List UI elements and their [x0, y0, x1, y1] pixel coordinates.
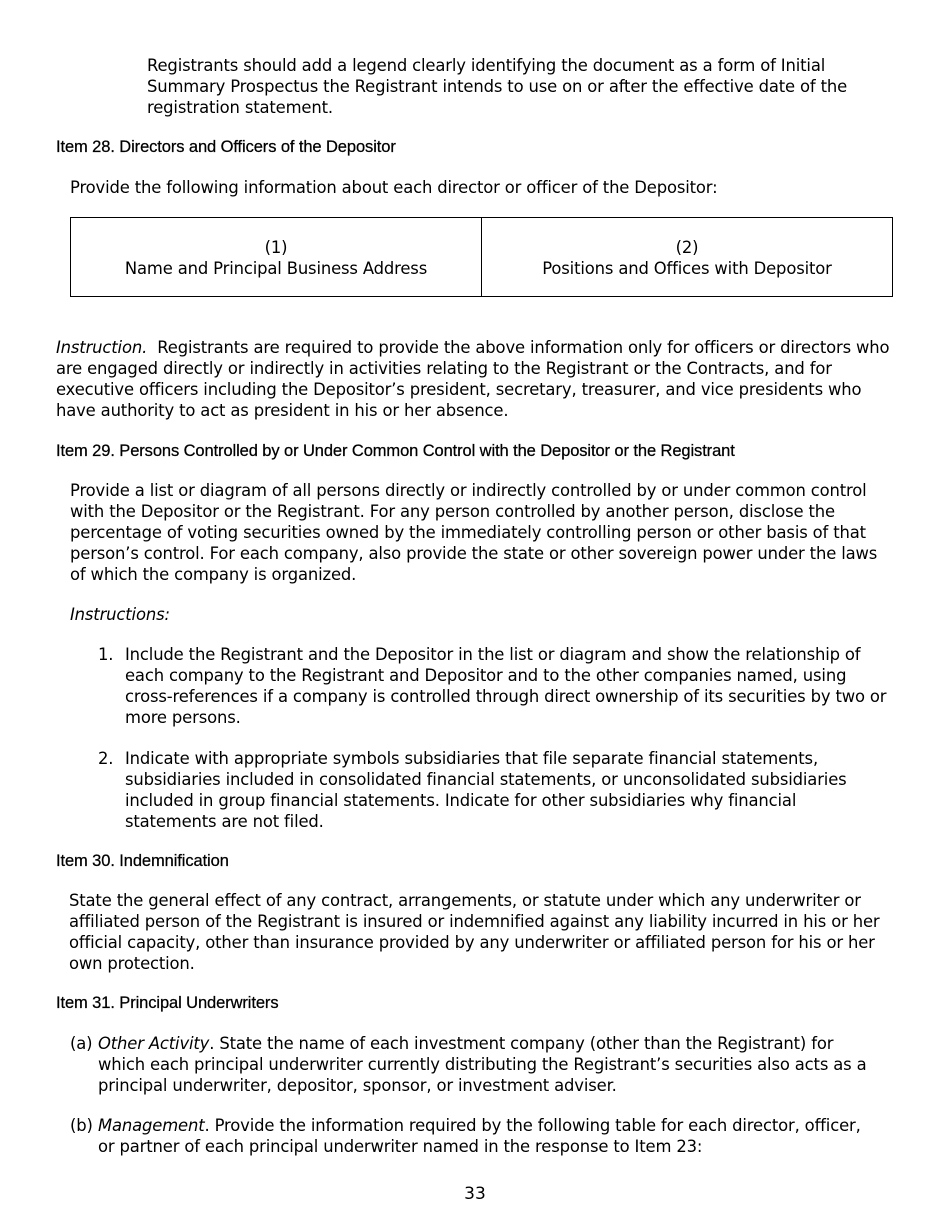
list-text: Other Activity. State the name of each investment company (other than the Registrant) for which each principal underwriter currently distributing the Registrant’s securities also acts as a principal underwriter, depositor, sponsor, or investment adviser.	[98, 1034, 867, 1095]
item-31-heading: Item 31. Principal Underwriters	[56, 994, 279, 1012]
column-label: Name and Principal Business Address	[124, 259, 428, 278]
list-marker: 2.	[98, 749, 114, 768]
item-28-lead: Provide the following information about each director or officer of the Depositor:	[70, 178, 718, 197]
item-28-heading: Item 28. Directors and Officers of the Depositor	[56, 138, 396, 156]
column-label: Positions and Offices with Depositor	[542, 259, 832, 278]
list-item	[98, 748, 898, 832]
list-item	[70, 1033, 890, 1097]
list-marker: (a)	[70, 1034, 93, 1053]
instruction-label: Instruction.	[56, 338, 148, 357]
directors-officers-table	[70, 217, 893, 297]
table-column-2	[481, 218, 892, 296]
list-text: Management. Provide the information required by the following table for each director, officer, or partner of each principal underwriter named in the response to Item 23:	[98, 1116, 861, 1156]
item-30-heading: Item 30. Indemnification	[56, 852, 229, 870]
list-text: Include the Registrant and the Depositor in the list or diagram and show the relationship of each company to the Registrant and Depositor and to the other companies named, using cross-references if a company is controlled through direct ownership of its securities by two or more persons.	[125, 645, 887, 727]
item-29-instructions-label: Instructions:	[70, 605, 170, 624]
intro-paragraph: Registrants should add a legend clearly identifying the document as a form of Initial Summary Prospectus the Registrant intends to use on or after the effective date of the registration statement.	[147, 56, 848, 117]
item-label: Other Activity	[98, 1034, 210, 1053]
item-label: Management	[98, 1116, 205, 1135]
list-marker: 1.	[98, 645, 114, 664]
item-28-instruction	[56, 337, 898, 421]
item-30-text: State the general effect of any contract, arrangements, or statute under which any underwriter or affiliated person of the Registrant is insured or indemnified against any liability incurred in his or her official capacity, other than insurance provided by any underwriter or affiliated person for his or her own protection.	[69, 891, 880, 973]
list-item	[70, 1115, 890, 1159]
list-marker: (b)	[70, 1116, 93, 1135]
table-column-1	[71, 218, 481, 296]
column-number: (2)	[675, 238, 699, 257]
instruction-text: Registrants are required to provide the above information only for officers or directors who are engaged directly or indirectly in activities relating to the Registrant or the Contracts, and for executive officers including the Depositor’s president, secretary, treasurer, and vice presidents who have authority to act as president in his or her absence.	[56, 338, 890, 420]
list-text: Indicate with appropriate symbols subsidiaries that file separate financial statements, subsidiaries included in consolidated financial statements, or unconsolidated subsidiaries included in group financial statements. Indicate for other subsidiaries why financial statements are not filed.	[125, 749, 847, 831]
item-29-heading: Item 29. Persons Controlled by or Under Common Control with the Depositor or the Registrant	[56, 442, 735, 460]
column-number: (1)	[264, 238, 288, 257]
list-item	[98, 644, 898, 728]
page-number: 33	[464, 1184, 486, 1204]
item-29-lead: Provide a list or diagram of all persons directly or indirectly controlled by or under common control with the Depositor or the Registrant. For any person controlled by another person, disclose the percentage of voting securities owned by the immediately controlling person or other basis of that person’s control. For each company, also provide the state or other sovereign power under the laws of which the company is organized.	[70, 481, 878, 584]
